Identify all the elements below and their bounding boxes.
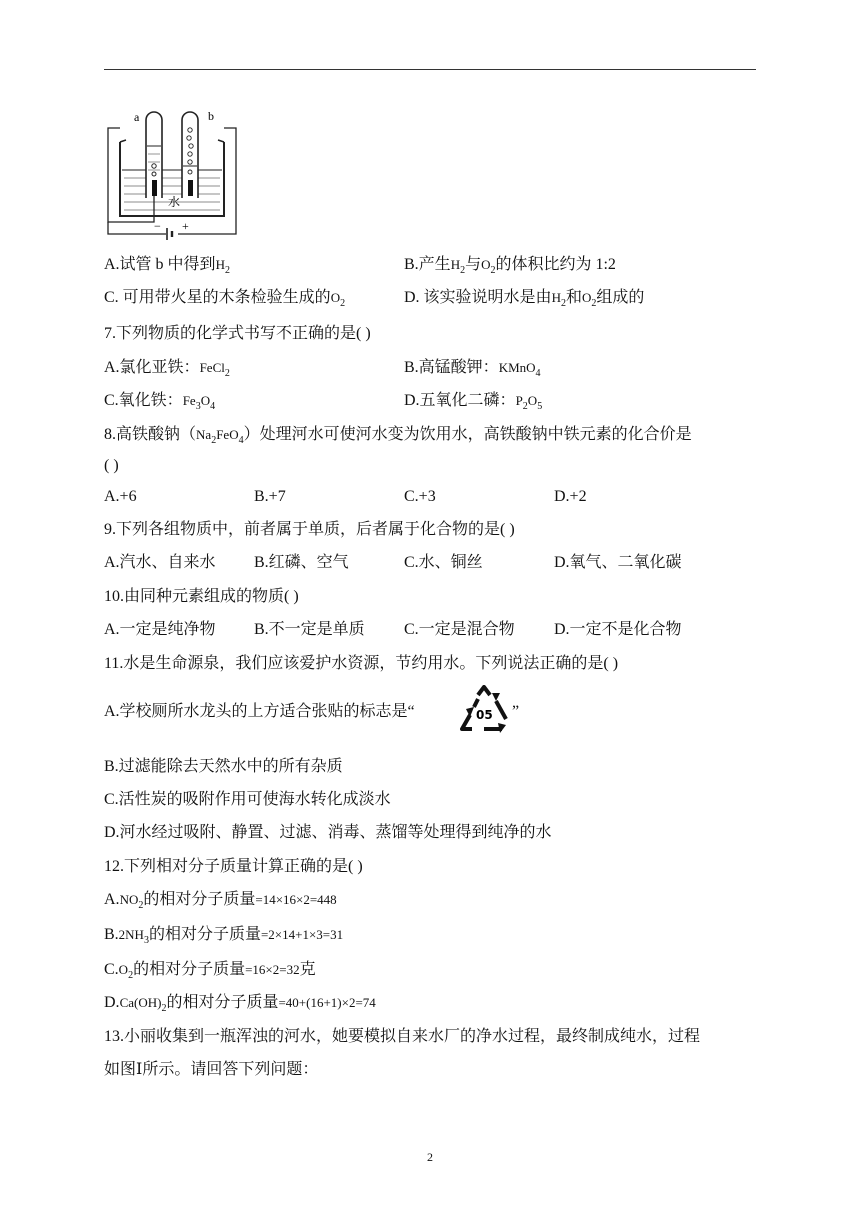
q8-stem: 8.高铁酸钠$(Na_2FeO_4)$处理河水可使河水变为饮用水，高铁酸钠中铁元素的化合价是	[104, 426, 692, 446]
q8-option-c: C.+3	[404, 488, 436, 505]
q12-stem: 12.下列相对分子质量计算正确的是( )	[104, 858, 363, 875]
recycle-05-icon	[456, 685, 512, 737]
q12-option-a: $A.NO_2$的相对分子质量=14×16×2=448	[104, 891, 337, 911]
q10-option-b: B.不一定是单质	[254, 621, 365, 638]
q9-option-c: C.水、铜丝	[404, 554, 483, 571]
label-b: b	[208, 109, 214, 123]
q7-option-d: D.五氧化二磷：$P_2O_5$	[404, 392, 543, 412]
page-number: 2	[427, 1150, 433, 1164]
q11-option-d: D.河水经过吸附、静置、过滤、消毒、蒸馏等处理得到纯净的水	[104, 824, 552, 841]
q8-option-d: D.+2	[554, 488, 587, 505]
q7-option-b: B.高锰酸钾：KMnO$_4$	[404, 359, 541, 379]
q9-option-a: A.汽水、自来水	[104, 554, 216, 571]
q9-option-d: D.氧气、二氧化碳	[554, 554, 682, 571]
q12-option-d: $D.Ca(OH)_2$的相对分子质量=40+(16+1)×2=74	[104, 994, 376, 1014]
q11-option-c: C.活性炭的吸附作用可使海水转化成淡水	[104, 791, 391, 808]
q11-option-a-end: ”	[512, 703, 520, 720]
q7-option-a: A.氯化亚铁：FeCl$_2$	[104, 359, 230, 379]
q10-option-c: C.一定是混合物	[404, 621, 515, 638]
q6-option-d: D. 该实验说明水是由$H_2$和$O_2$组成的	[404, 289, 645, 309]
q12-option-c: $C.O_2$的相对分子质量=16×2=32克	[104, 961, 316, 981]
q13-stem-line2: 如图Ⅰ所示。请回答下列问题：	[104, 1061, 319, 1078]
q10-stem: 10.由同种元素组成的物质( )	[104, 588, 299, 605]
label-water: 水	[168, 195, 181, 209]
q6-option-a: A.试管 b 中得到$H_2$	[104, 256, 230, 276]
label-plus: +	[182, 219, 189, 233]
q6-option-c: C. 可用带火星的木条检验生成的$O_2$	[104, 289, 346, 309]
q11-stem: 11.水是生命源泉，我们应该爱护水资源，节约用水。下列说法正确的是( )	[104, 655, 619, 672]
q9-option-b: B.红磷、空气	[254, 554, 349, 571]
q11-option-b: B.过滤能除去天然水中的所有杂质	[104, 758, 343, 775]
header-rule	[104, 69, 756, 70]
electrolysis-diagram	[104, 100, 240, 248]
q7-stem: 7.下列物质的化学式书写不正确的是( )	[104, 325, 371, 342]
q9-stem: 9.下列各组物质中，前者属于单质，后者属于化合物的是( )	[104, 521, 515, 538]
q10-option-a: A.一定是纯净物	[104, 621, 216, 638]
q7-option-c: C.氧化铁：$Fe_3O_4$	[104, 392, 216, 412]
q8-option-a: A.+6	[104, 488, 137, 505]
q11-option-a: A.学校厕所水龙头的上方适合张贴的标志是“	[104, 703, 415, 720]
svg-text:05: 05	[476, 708, 493, 722]
q8-stem-cont: ( )	[104, 457, 119, 474]
q8-option-b: B.+7	[254, 488, 286, 505]
label-minus: −	[154, 219, 161, 233]
label-a: a	[134, 110, 140, 124]
q13-stem-line1: 13.小丽收集到一瓶浑浊的河水，她要模拟自来水厂的净水过程，最终制成纯水，过程	[104, 1028, 701, 1045]
q6-option-b: B.产生$H_2$与$O_2$的体积比约为 1:2	[404, 256, 616, 276]
q12-option-b: $B.2NH_3$的相对分子质量=2×14+1×3=31	[104, 926, 344, 946]
q10-option-d: D.一定不是化合物	[554, 621, 682, 638]
